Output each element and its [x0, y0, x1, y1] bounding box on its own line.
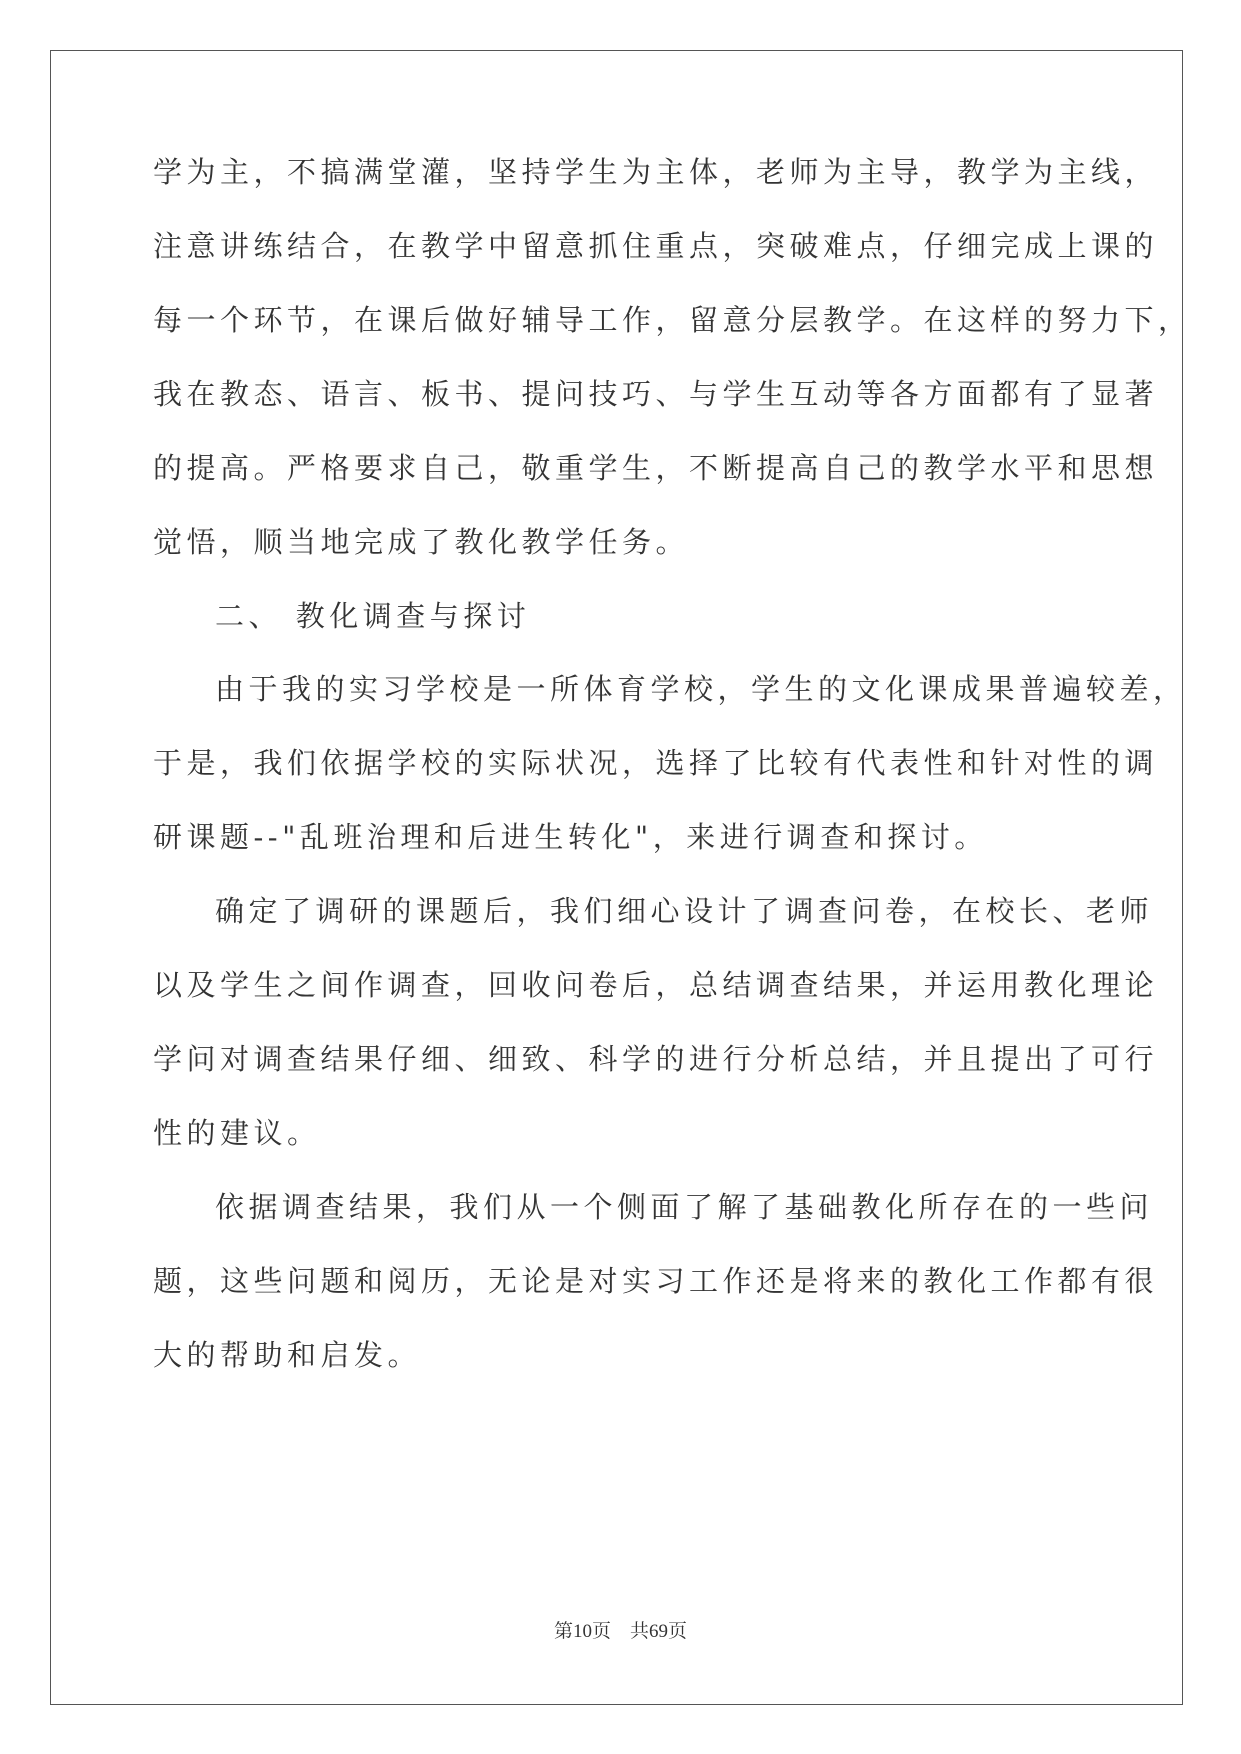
text-line: 注意讲练结合，在教学中留意抓住重点，突破难点，仔细完成上课的: [153, 229, 1159, 263]
text-line: 性的建议。: [153, 1116, 321, 1150]
text-line: 每一个环节，在课后做好辅导工作，留意分层教学。在这样的努力下，: [153, 303, 1192, 337]
text-line: 大的帮助和启发。: [153, 1338, 422, 1372]
text-line: 题，这些问题和阅历，无论是对实习工作还是将来的教化工作都有很: [153, 1264, 1159, 1298]
text-line: 确定了调研的课题后，我们细心设计了调查问卷，在校长、老师: [215, 894, 1154, 928]
text-line: 觉悟，顺当地完成了教化教学任务。: [153, 525, 690, 559]
page-footer: [0, 1620, 1241, 1644]
page-number: 第10页 共69页: [553, 1621, 687, 1642]
text-line: 的提高。严格要求自己，敬重学生，不断提高自己的教学水平和思想: [153, 451, 1159, 485]
text-line: 学问对调查结果仔细、细致、科学的进行分析总结，并且提出了可行: [153, 1042, 1159, 1076]
text-line: 于是，我们依据学校的实际状况，选择了比较有代表性和针对性的调: [153, 746, 1159, 780]
text-line: 依据调查结果，我们从一个侧面了解了基础教化所存在的一些问: [215, 1190, 1154, 1224]
section-heading: 二、 教化调查与探讨: [215, 599, 531, 633]
page-border: [50, 50, 1192, 1705]
text-line: 研课题--"乱班治理和后进生转化"，来进行调查和探讨。: [153, 820, 988, 854]
text-line: 学为主，不搞满堂灌，坚持学生为主体，老师为主导，教学为主线，: [153, 155, 1159, 189]
text-line: 以及学生之间作调查，回收问卷后，总结调查结果，并运用教化理论: [153, 968, 1159, 1002]
text-line: 由于我的实习学校是一所体育学校，学生的文化课成果普遍较差，: [215, 672, 1187, 706]
text-line: 我在教态、语言、板书、提问技巧、与学生互动等各方面都有了显著: [153, 377, 1159, 411]
